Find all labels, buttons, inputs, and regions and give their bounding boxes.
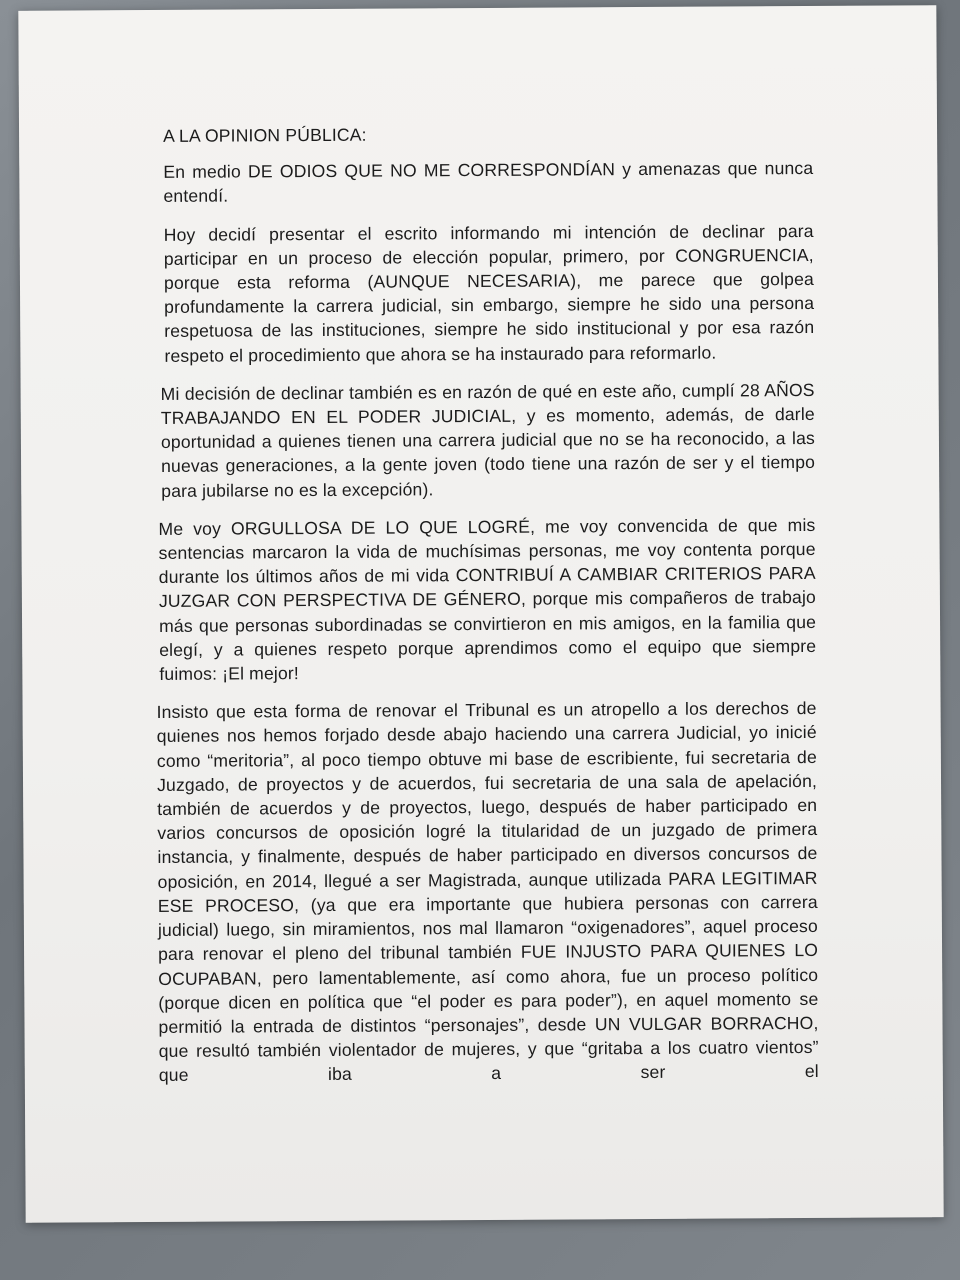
paragraph-2: Hoy decidí presentar el escrito informando mi intención de declinar para participar en un proceso de elección popular, primero, por CONGRUENCIA, porque esta reforma (AUNQUE NECESARIA), me parece que golpea profundamente la carrera judicial, sin embargo, siempre he sido una persona respetuosa de las instituciones, siempre he sido institucional y por esa razón respeto el procedimiento que ahora se ha instaurado para reformarlo. xyxy=(163,220,815,366)
paragraph-1: En medio DE ODIOS QUE NO ME CORRESPONDÍAN y amenazas que nunca entendí. xyxy=(163,158,814,207)
paragraph-5: Insisto que esta forma de renovar el Tribunal es un atropello a los derechos de quienes nos hemos forjado desde abajo haciendo una carrera Judicial, yo inicié como “meritoria”, al poco tiempo obtuve mi base de escribiente, fui secretaria de Juzgado, de proyectos y de acuerdos, fui secretaria de una sala de apelación, también de acuerdos y de proyectos, luego, después de haber participado en varios concursos de oposición logré la titularidad de un juzgado de primera instancia, y finalmente, después de haber participado en diversos concursos de oposición, en 2014, llegué a ser Magistrada, aunque utilizada PARA LEGITIMAR ESE PROCESO, (ya que era importante que hubiera personas con carrera judicial) luego, sin miramientos, nos mal llamaron “oxigenadores”, aquel proceso para renovar el pleno del tribunal también FUE INJUSTO PARA QUIENES LO OCUPABAN, pero lamentablemente, así como ahora, fue un proceso político (porque dicen en política que “el poder es para poder”), en aquel momento se permitió la entrada de distintos “personajes”, desde UN VULGAR BORRACHO, que resultó también violentador de mujeres, y que “gritaba a los cuatro vientos” que iba a ser el xyxy=(156,698,819,1086)
paper-sheet xyxy=(18,5,943,1223)
letter-body xyxy=(156,120,819,1101)
paragraph-4: Me voy ORGULLOSA DE LO QUE LOGRÉ, me voy convencida de que mis sentencias marcaron la vida de muchísimas personas, me voy contenta porque durante los últimos años de mi vida CONTRIBUÍ A CAMBIAR CRITERIOS PARA JUZGAR CON PERSPECTIVA DE GÉNERO, porque mis compañeros de trabajo más que personas subordinadas se convirtieron en mis amigos, en la familia que elegí, y a quienes respeto porque aprendimos como el equipo que siempre fuimos: ¡El mejor! xyxy=(158,514,817,685)
letter-heading: A LA OPINION PÚBLICA: xyxy=(163,124,367,146)
paragraph-3: Mi decisión de declinar también es en razón de qué en este año, cumplí 28 AÑOS TRABAJANDO EN EL PODER JUDICIAL, y es momento, además, de darle oportunidad a quienes tienen una carrera judicial que no se ha reconocido, a las nuevas generaciones, a la gente joven (todo tiene una razón de ser y el tiempo para jubilarse no es la excepción). xyxy=(160,379,816,501)
